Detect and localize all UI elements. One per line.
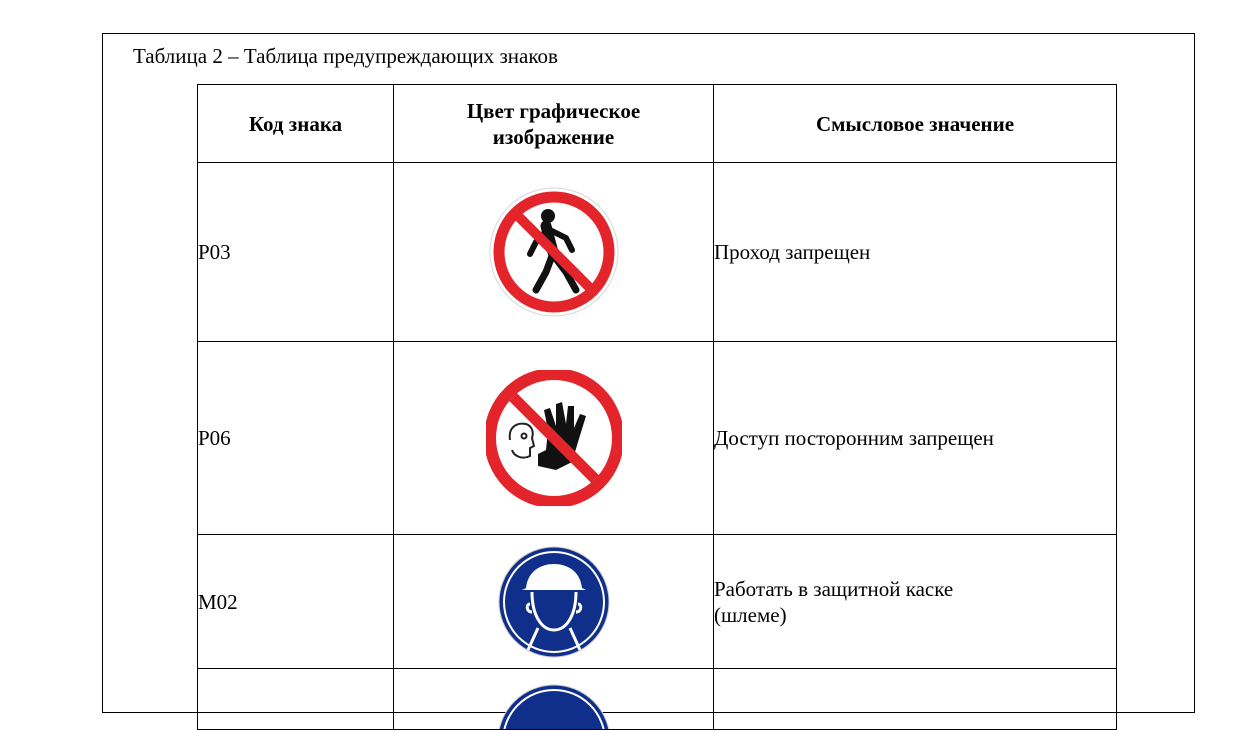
sign-meaning-line2: (шлеме) xyxy=(714,602,787,627)
no-entry-unauthorized-sign-icon xyxy=(394,370,713,506)
table-row xyxy=(198,163,1117,342)
mandatory-sign-partial-icon xyxy=(496,683,612,729)
sign-meaning: Проход запрещен xyxy=(714,163,1117,342)
header-image xyxy=(394,85,714,163)
no-pedestrians-sign-icon xyxy=(394,186,713,318)
header-meaning: Смысловое значение xyxy=(714,85,1117,163)
table-row xyxy=(198,669,1117,730)
table-header-row xyxy=(198,85,1117,163)
sign-meaning xyxy=(714,669,1117,730)
table-caption: Таблица 2 – Таблица предупреждающих знаков xyxy=(133,44,558,68)
sign-code: P03 xyxy=(198,163,394,342)
sign-meaning-line1: Работать в защитной каске xyxy=(714,576,954,601)
sign-code: M02 xyxy=(198,535,394,669)
wear-hard-hat-sign-icon xyxy=(394,546,713,658)
sign-meaning: Доступ посторонним запрещен xyxy=(714,342,1117,535)
header-image-line1: Цвет графическое xyxy=(466,98,641,123)
sign-code xyxy=(198,669,394,730)
header-image-line2: изображение xyxy=(492,124,615,149)
table-row xyxy=(198,342,1117,535)
header-code: Код знака xyxy=(198,85,394,163)
sign-code: P06 xyxy=(198,342,394,535)
warning-signs-table xyxy=(197,84,1117,730)
table-row xyxy=(198,535,1117,669)
